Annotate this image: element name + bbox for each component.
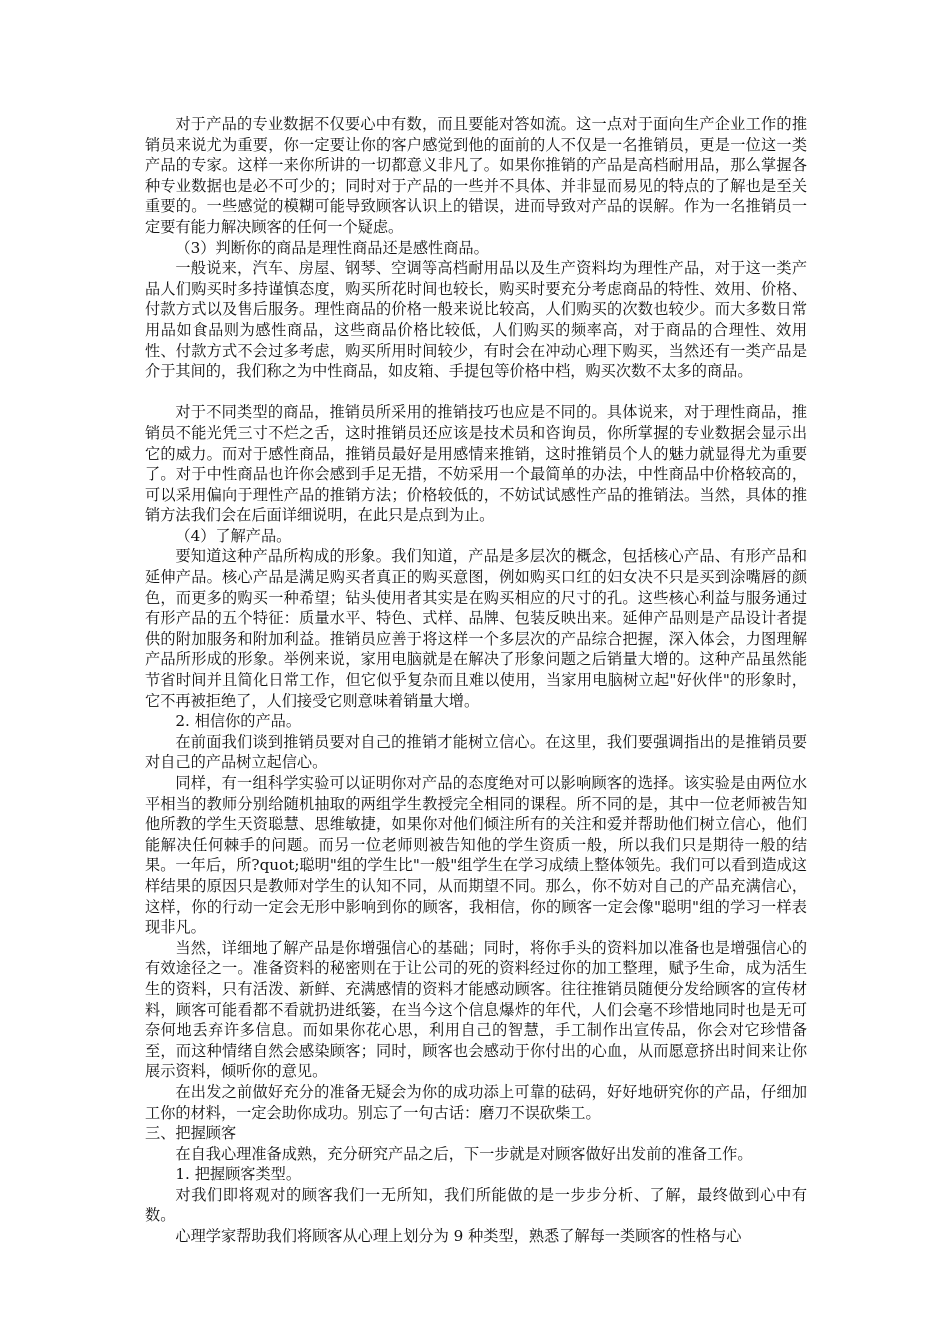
- paragraph: 当然，详细地了解产品是你增强信心的基础；同时，将你手头的资料加以准备也是增强信心的有效途径之一。准备资料的秘密则在于让公司的死的资料经过你的加工整理，赋予生命，成为活生生的资料，只有活泼、新鲜、充满感情的资料才能感动顾客。往往推销员随便分发给顾客的宣传材料，顾客可能看都不看就扔进纸篓，在当今这个信息爆炸的年代，人们会毫不珍惜地同时也是无可奈何地丢弃许多信息。而如果你花心思，利用自己的智慧，手工制作出宣传品，你会对它珍惜备至，而这种情绪自然会感染顾客；同时，顾客也会感动于你付出的心血，从而愿意挤出时间来让你展示资料，倾听你的意见。: [145, 938, 807, 1081]
- paragraph: 要知道这种产品所构成的形象。我们知道，产品是多层次的概念，包括核心产品、有形产品和延伸产品。核心产品是满足购买者真正的购买意图，例如购买口红的妇女决不只是买到涂嘴唇的颜色，而更多的购买一种希望；钻头使用者其实是在购买相应的尺寸的孔。这些核心利益与服务通过有形产品的五个特征：质量水平、特色、式样、品牌、包装反映出来。延伸产品则是产品设计者提供的附加服务和附加利益。推销员应善于将这样一个多层次的产品综合把握，深入体会，力图理解产品所形成的形象。举例来说，家用电脑就是在解决了形象问题之后销量大增的。这种产品虽然能节省时间并且简化日常工作，但它似乎复杂而且难以使用，当家用电脑树立起"好伙伴"的形象时，它不再被拒绝了，人们接受它则意味着销量大增。: [145, 547, 807, 710]
- chapter-heading: 三、把握顾客: [145, 1124, 237, 1143]
- document-page: [145, 114, 807, 1247]
- paragraph: 在出发之前做好充分的准备无疑会为你的成功添上可靠的砝码，好好地研究你的产品，仔细加工你的材料，一定会助你成功。别忘了一句古话：磨刀不误砍柴工。: [145, 1082, 807, 1122]
- section-heading: （4）了解产品。: [175, 526, 292, 545]
- section-heading: 2. 相信你的产品。: [175, 712, 302, 731]
- paragraph: 对我们即将观对的顾客我们一无所知，我们所能做的是一步步分析、了解，最终做到心中有数。: [145, 1185, 807, 1225]
- paragraph: 同样，有一组科学实验可以证明你对产品的态度绝对可以影响顾客的选择。该实验是由两位水平相当的教师分别给随机抽取的两组学生教授完全相同的课程。所不同的是，其中一位老师被告知他所教的学生天资聪慧、思维敏捷，如果你对他们倾注所有的关注和爱并帮助他们树立信心，他们能解决任何棘手的问题。而另一位老师则被告知他的学生资质一般，所以我们只是期待一般的结果。一年后，所?quot;聪明"组的学生比"一般"组学生在学习成绩上整体领先。我们可以看到造成这样结果的原因只是教师对学生的认知不同，从而期望不同。那么，你不妨对自己的产品充满信心，这样，你的行动一定会无形中影响到你的顾客，我相信，你的顾客一定会像"聪明"组的学习一样表现非凡。: [145, 774, 807, 937]
- paragraph: 在前面我们谈到推销员要对自己的推销才能树立信心。在这里，我们要强调指出的是推销员要对自己的产品树立起信心。: [145, 732, 807, 772]
- paragraph: 对于不同类型的商品，推销员所采用的推销技巧也应是不同的。具体说来，对于理性商品，推销员不能光凭三寸不烂之舌，这时推销员还应该是技术员和咨询员，你所掌握的专业数据会显示出它的威力。而对于感性商品，推销员最好是用感情来推销，这时推销员个人的魅力就显得尤为重要了。对于中性商品也许你会感到手足无措，不妨采用一个最简单的办法，中性商品中价格较高的，可以采用偏向于理性产品的推销方法；价格较低的，不妨试试感性产品的推销法。当然，具体的推销方法我们会在后面详细说明，在此只是点到为止。: [145, 403, 807, 525]
- section-heading: 1. 把握顾客类型。: [175, 1165, 302, 1184]
- paragraph: 心理学家帮助我们将顾客从心理上划分为 9 种类型，熟悉了解每一类顾客的性格与心: [175, 1227, 742, 1246]
- paragraph: 一般说来，汽车、房屋、钢琴、空调等高档耐用品以及生产资料均为理性产品，对于这一类产品人们购买时多持谨慎态度，购买所花时间也较长，购买时要充分考虑商品的特性、效用、价格、付款方式以及售后服务。理性商品的价格一般来说比较高，人们购买的次数也较少。而大多数日常用品如食品则为感性商品，这些商品价格比较低，人们购买的频率高，对于商品的合理性、效用性、付款方式不会过多考虑，购买所用时间较少，有时会在冲动心理下购买，当然还有一类产品是介于其间的，我们称之为中性商品，如皮箱、手提包等价格中档，购买次数不太多的商品。: [145, 259, 807, 381]
- paragraph: 在自我心理准备成熟，充分研究产品之后，下一步就是对顾客做好出发前的准备工作。: [175, 1144, 753, 1163]
- blank-line: [145, 382, 807, 403]
- paragraph: 对于产品的专业数据不仅要心中有数，而且要能对答如流。这一点对于面向生产企业工作的推销员来说尤为重要，你一定要让你的客户感觉到他的面前的人不仅是一名推销员，更是一位这一类产品的专家。这样一来你所讲的一切都意义非凡了。如果你推销的产品是高档耐用品，那么掌握各种专业数据也是必不可少的；同时对于产品的一些并不具体、并非显而易见的特点的了解也是至关重要的。一些感觉的模糊可能导致顾客认识上的错误，进而导致对产品的误解。作为一名推销员一定要有能力解决顾客的任何一个疑虑。: [145, 115, 807, 236]
- section-heading: （3）判断你的商品是理性商品还是感性商品。: [175, 238, 489, 257]
